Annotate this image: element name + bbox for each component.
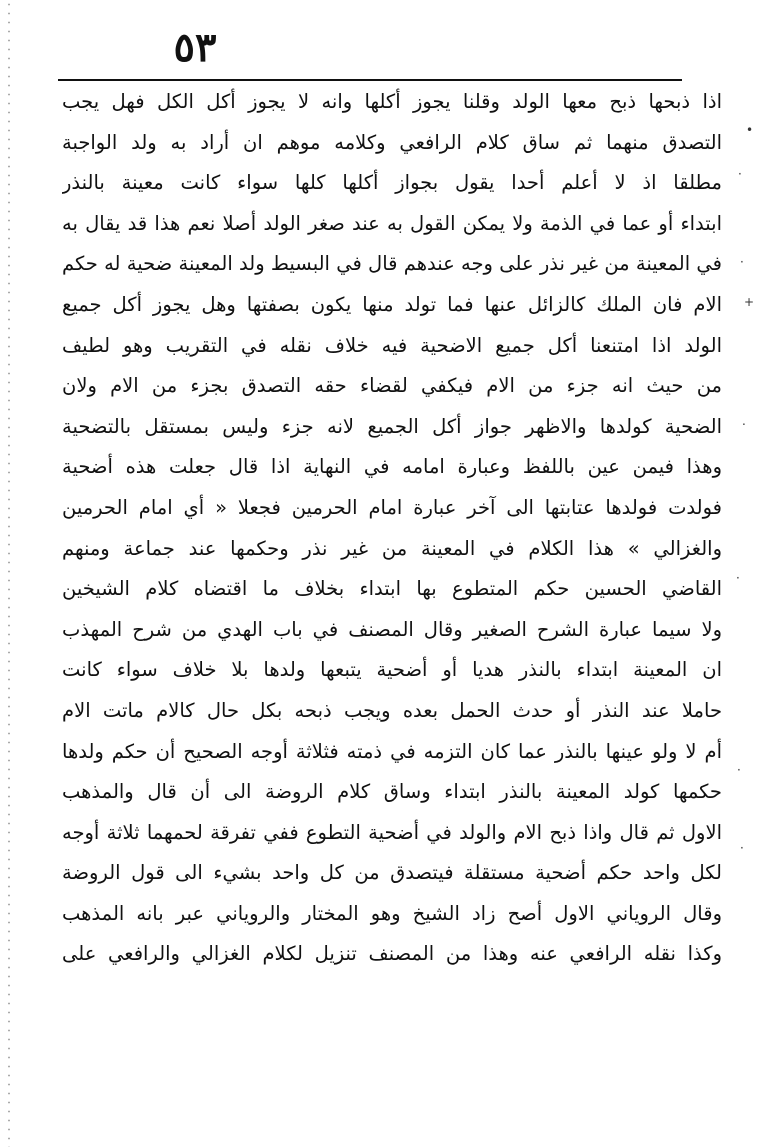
text-line-1: اذا ذبحها ذبح معها الولد وقلنا يجوز أكلها وانه لا يجوز أكل الكل فهل يجب xyxy=(62,90,722,113)
text-line-15: ان المعينة ابتداء بالنذر هديا أو أضحية يتبعها ولدها بلا خلاف سواء كانت xyxy=(62,658,722,682)
margin-mark: + xyxy=(744,295,755,309)
text-line-17: أم لا ولو عينها بالنذر عما كان التزمه في ذمته فثلاثة أوجه الصحيح أن حكم ولدها xyxy=(62,739,722,763)
header-rule xyxy=(58,79,682,81)
text-line-10: وهذا فيمن عين باللفظ وعبارة امامه في النهاية اذا قال جعلت هذه أضحية xyxy=(62,455,722,479)
text-line-16: حاملا عند النذر أو حدث الحمل بعده ويجب ذبحه بكل حال كالام ماتت الام xyxy=(62,698,722,722)
text-line-9: الضحية كولدها والاظهر جواز أكل الجميع لانه جزء وليس بمستقل بالتضحية xyxy=(62,414,722,438)
text-line-19: الاول ثم قال واذا ذبح الام والولد في أضحية التطوع ففي تفرقة لحمهما ثلاثة أوجه xyxy=(62,820,722,844)
text-line-2: التصدق منهما ثم ساق كلام الرافعي وكلامه موهم ان أراد به ولد الواجبة xyxy=(62,130,722,154)
text-line-13: القاضي الحسين حكم المتطوع بها ابتداء بخلاف ما اقتضاه كلام الشيخين xyxy=(62,577,722,601)
text-line-18: حكمها كولد المعينة بالنذر ابتداء وساق كلام الروضة الى أن قال والمذهب xyxy=(62,780,722,804)
text-line-8: من حيث انه جزء من الام فيكفي لقضاء حقه التصدق بجزء من الام ولان xyxy=(62,374,722,398)
text-line-12: والغزالي » هذا الكلام في المعينة من غير نذر وحكمها عند جماعة ومنهم xyxy=(62,536,722,560)
text-line-7: الولد اذا امتنعنا أكل جميع الاضحية فيه خلاف نقله في التقريب وهو لطيف xyxy=(62,333,722,357)
text-line-6: الام فان الملك كالزائل عنها فما تولد منها يكون بصفتها وهل يجوز أكل جميع xyxy=(62,292,722,316)
text-line-11: فولدت فولدها عتابتها الى آخر عبارة امام الحرمين فجعلا « أي امام الحرمين xyxy=(62,495,722,519)
text-line-14: ولا سيما عبارة الشرح الصغير وقال المصنف في باب الهدي من شرح المهذب xyxy=(62,617,722,641)
page-number: ٥٣ xyxy=(173,24,217,71)
body-text xyxy=(62,82,722,975)
text-line-3: مطلقا اذ لا أعلم أحدا يقول بجواز أكلها كلها سواء كانت معينة بالنذر xyxy=(62,171,722,195)
margin-mark: • xyxy=(746,123,754,137)
margin-mark: · xyxy=(736,571,740,585)
left-edge-dots xyxy=(8,0,10,1147)
text-line-4: ابتداء أو عما في الذمة ولا يمكن القول به عند صغر الولد أصلا نعم هذا قد يقال به xyxy=(62,211,722,235)
margin-mark: · xyxy=(740,255,744,269)
text-line-22: وكذا نقله الرافعي عنه وهذا من المصنف تنزيل لكلام الغزالي والرافعي على xyxy=(62,942,722,966)
margin-mark: . xyxy=(742,414,746,428)
text-line-21: وقال الروياني الاول أصح زاد الشيخ وهو المختار والروياني عبر بانه المذهب xyxy=(62,901,722,925)
margin-mark: · xyxy=(740,841,744,855)
margin-mark: · xyxy=(737,763,741,777)
margin-mark: · xyxy=(738,167,742,181)
text-line-5: في المعينة من غير نذر على وجه عندهم قال في البسيط ولد المعينة ضحية له حكم xyxy=(62,252,722,276)
text-line-20: لكل واحد حكم أضحية مستقلة فيتصدق من كل واحد بشيء الى قول الروضة xyxy=(62,861,722,885)
